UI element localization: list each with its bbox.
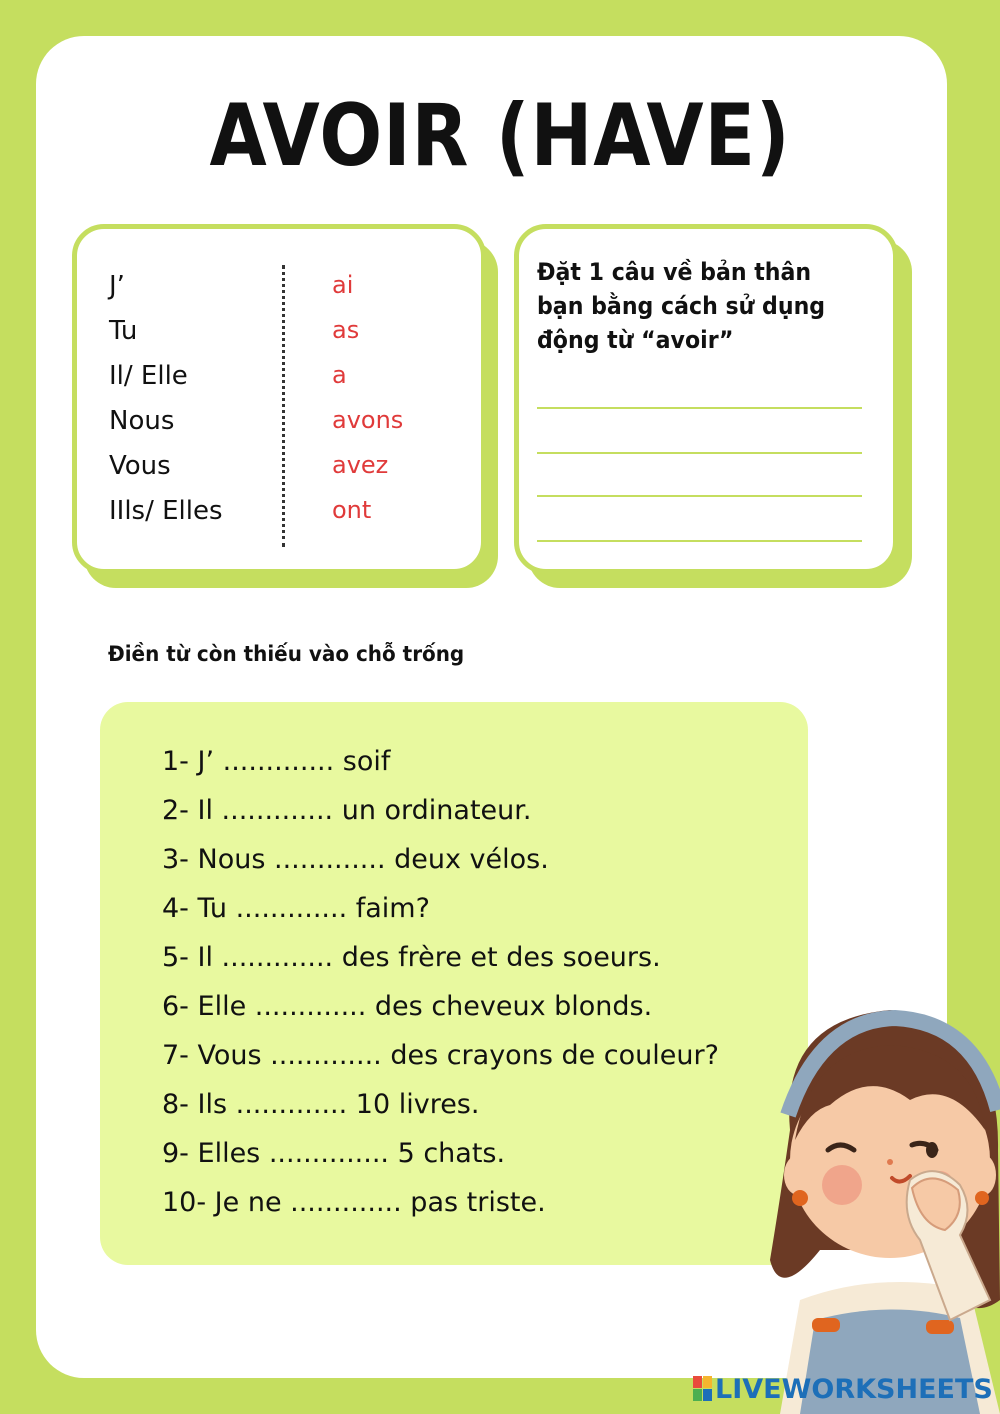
exercise-box (100, 702, 808, 1265)
pronoun: Vous (109, 451, 171, 481)
conjugation-row (77, 406, 481, 451)
answer-line[interactable] (537, 407, 862, 409)
exercise-item[interactable]: 2- Il ............. un ordinateur. (162, 795, 532, 826)
conjugation-row (77, 451, 481, 496)
answer-line[interactable] (537, 495, 862, 497)
exercise-item[interactable]: 10- Je ne ............. pas triste. (162, 1187, 546, 1218)
exercise-item[interactable]: 8- Ils ............. 10 livres. (162, 1089, 480, 1120)
verb-form: avons (332, 406, 404, 434)
page-title: AVOIR (HAVE) (209, 86, 791, 186)
liveworksheets-logo-icon (693, 1376, 713, 1402)
answer-line[interactable] (537, 452, 862, 454)
conjugation-row (77, 496, 481, 541)
exercise-item[interactable]: 1- J’ ............. soif (162, 746, 391, 777)
conjugation-row (77, 361, 481, 406)
exercise-item[interactable]: 7- Vous ............. des crayons de couleur? (162, 1040, 719, 1071)
conjugation-row (77, 271, 481, 316)
pronoun: Tu (109, 316, 138, 346)
prompt-card (514, 224, 898, 574)
exercise-item[interactable]: 5- Il ............. des frère et des soeurs. (162, 942, 661, 973)
answer-line[interactable] (537, 540, 862, 542)
conjugation-row (77, 316, 481, 361)
prompt-text: Đặt 1 câu về bản thân bạn bằng cách sử dụng động từ “avoir” (537, 258, 826, 354)
verb-form: ai (332, 271, 354, 299)
brand-footer (693, 1374, 993, 1405)
brand-name: LIVEWORKSHEETS (715, 1374, 993, 1405)
exercise-item[interactable]: 6- Elle ............. des cheveux blonds. (162, 991, 653, 1022)
exercise-item[interactable]: 4- Tu ............. faim? (162, 893, 430, 924)
pronoun: J’ (109, 271, 125, 301)
pronoun: IIls/ Elles (109, 496, 223, 526)
exercise-item[interactable]: 9- Elles .............. 5 chats. (162, 1138, 506, 1169)
exercise-item[interactable]: 3- Nous ............. deux vélos. (162, 844, 549, 875)
verb-form: avez (332, 451, 389, 479)
verb-form: as (332, 316, 360, 344)
verb-form: ont (332, 496, 372, 524)
conjugation-card (72, 224, 486, 574)
pronoun: Il/ Elle (109, 361, 188, 391)
girl-thinking-illustration (760, 1000, 1000, 1414)
pronoun: Nous (109, 406, 175, 436)
verb-form: a (332, 361, 347, 389)
section-heading: Điền từ còn thiếu vào chỗ trống (108, 642, 465, 666)
